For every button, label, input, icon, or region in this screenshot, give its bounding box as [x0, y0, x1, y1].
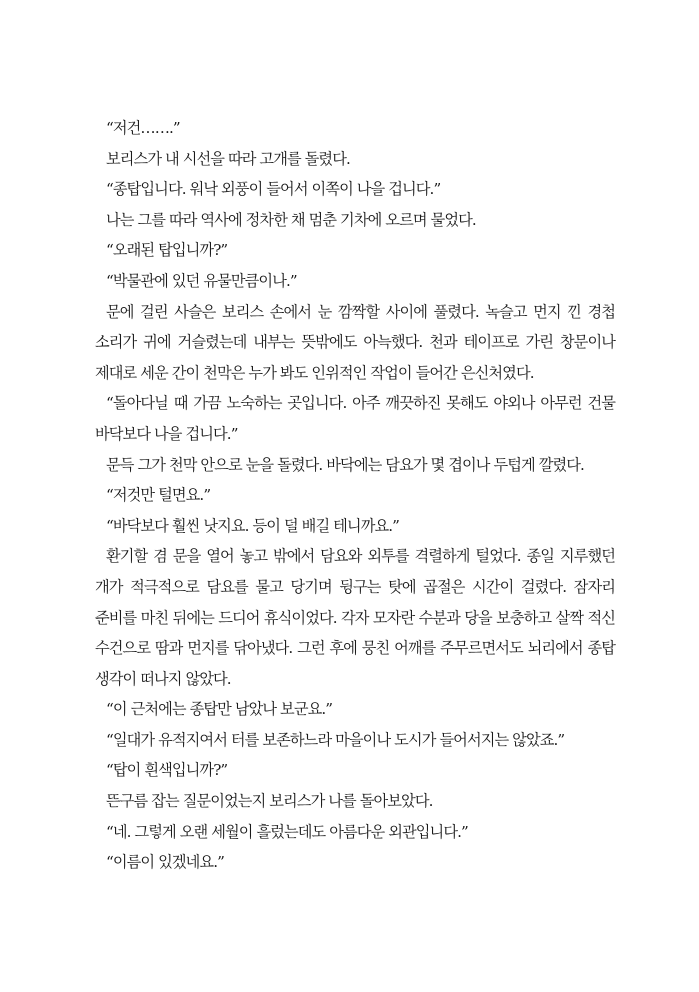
- paragraph: “바닥보다 훨씬 낫지요. 등이 덜 배길 테니까요.”: [106, 516, 400, 535]
- paragraph: “이 근처에는 종탑만 남았나 보군요.”: [106, 700, 333, 719]
- paragraph: “네. 그렇게 오랜 세월이 흘렀는데도 아름다운 외관입니다.”: [106, 822, 468, 841]
- paragraph: 나는 그를 따라 역사에 정차한 채 멈춘 기차에 오르며 물었다.: [106, 210, 476, 229]
- paragraph: 환기할 겸 문을 열어 놓고 밖에서 담요와 외투를 격렬하게 털었다. 종일 지루했던 개가 적극적으로 담요를 물고 당기며 뒹구는 탓에 곱절은 시간이 걸렸다. 잠자리 준비를 마친 뒤에는 드디어 휴식이었다. 각자 모자란 수분과 당을 보충하고 살짝 적신 수건으로 땀과 먼지를 닦아냈다. 그런 후에 뭉친 어깨를 주무르면서도 뇌리에서 종탑 생각이 떠나지 않았다.: [95, 547, 615, 688]
- paragraph: “저것만 털면요.”: [106, 486, 211, 505]
- paragraph: “탑이 흰색입니까?”: [106, 761, 228, 780]
- paragraph: 뜬구름 잡는 질문이었는지 보리스가 나를 돌아보았다.: [106, 792, 433, 811]
- paragraph: “이름이 있겠네요.”: [106, 853, 224, 872]
- paragraph: “돌아다닐 때 가끔 노숙하는 곳입니다. 아주 깨끗하진 못해도 야외나 아무런 건물 바닥보다 나을 겁니다.”: [95, 394, 615, 443]
- novel-text: [95, 113, 615, 878]
- paragraph: 보리스가 내 시선을 따라 고개를 돌렸다.: [106, 149, 350, 168]
- paragraph: “오래된 탑입니까?”: [106, 241, 228, 260]
- paragraph: “박물관에 있던 유물만큼이나.”: [106, 271, 297, 290]
- paragraph: “일대가 유적지여서 터를 보존하느라 마을이나 도시가 들어서지는 않았죠.”: [106, 730, 565, 749]
- paragraph: “종탑입니다. 워낙 외풍이 들어서 이쪽이 나을 겁니다.”: [106, 180, 441, 199]
- paragraph: 문득 그가 천막 안으로 눈을 돌렸다. 바닥에는 담요가 몇 겹이나 두텁게 깔렸다.: [106, 455, 584, 474]
- paragraph: “저건…….”: [106, 119, 180, 137]
- paragraph: 문에 걸린 사슬은 보리스 손에서 눈 깜짝할 사이에 풀렸다. 녹슬고 먼지 낀 경첩 소리가 귀에 거슬렸는데 내부는 뜻밖에도 아늑했다. 천과 테이프로 가린 창문이나 제대로 세운 간이 천막은 누가 봐도 인위적인 작업이 들어간 은신처였다.: [95, 302, 615, 382]
